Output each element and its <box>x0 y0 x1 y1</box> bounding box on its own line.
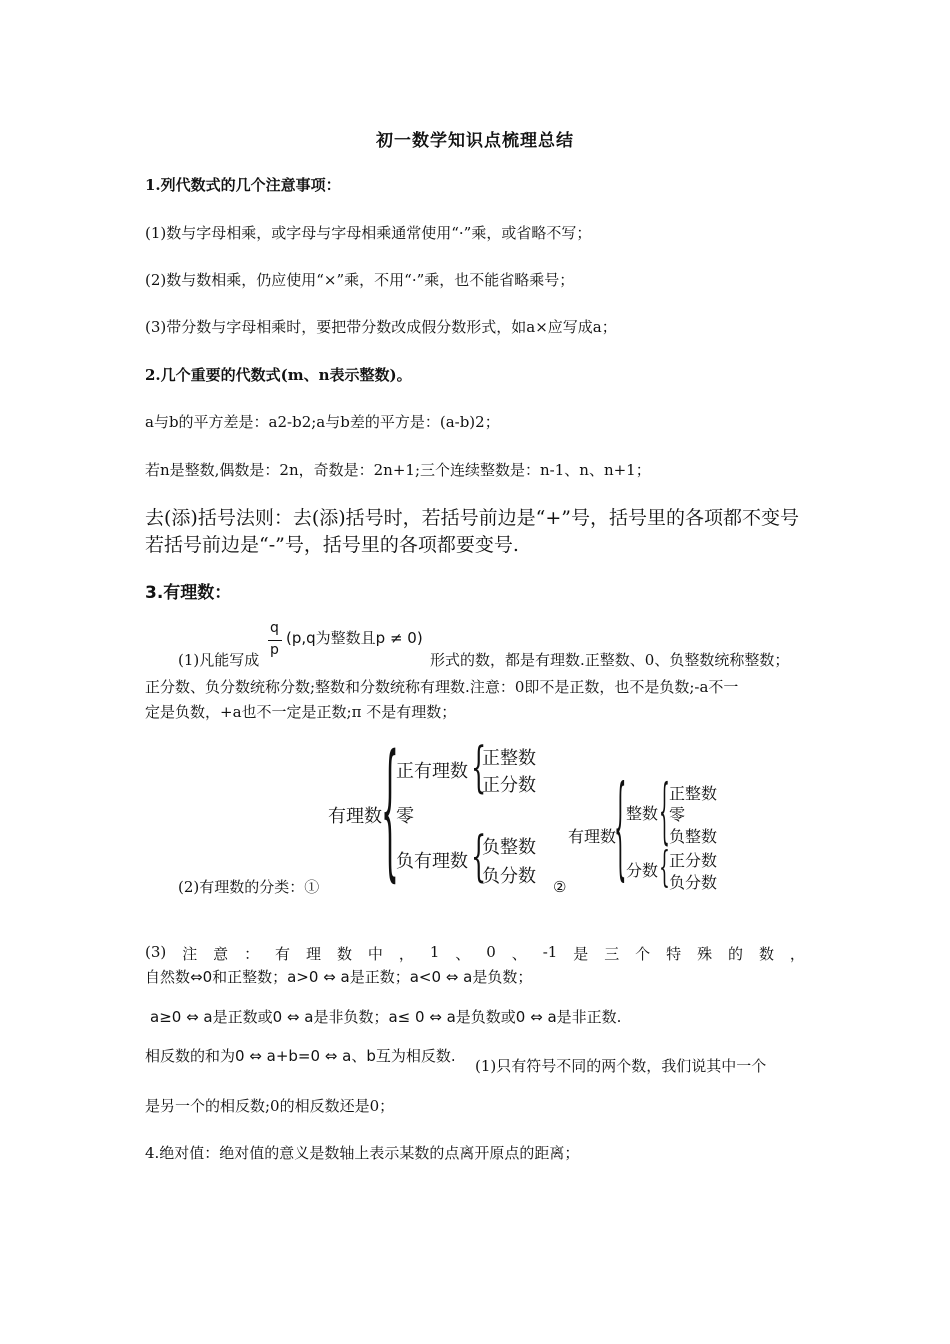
tree2-positive-integer: 正整数 <box>669 784 718 803</box>
tree2-main-brace: { <box>614 765 627 893</box>
tree1-zero: 零 <box>396 806 414 827</box>
note-char: 注 <box>182 945 198 963</box>
note-char: (3) <box>145 943 167 961</box>
tree2-negative-fraction: 负分数 <box>669 873 718 892</box>
section-3-heading: 3.有理数： <box>145 583 232 603</box>
fraction-numerator: q <box>270 620 279 636</box>
note-char: 特 <box>666 945 682 963</box>
tree2-fraction: 分数 <box>626 861 659 880</box>
fraction-bar <box>268 640 282 641</box>
tree2-integer: 整数 <box>626 804 659 823</box>
s1-item-2: (2)数与数相乘，仍应使用“×”乘，不用“·”乘，也不能省略乘号； <box>145 271 575 289</box>
note-img-line-2: a≥0 ⇔ a是正数或0 ⇔ a是非负数；a≤ 0 ⇔ a是负数或0 ⇔ a是非正数. <box>150 1008 622 1026</box>
tree1-negative-integer: 负整数 <box>482 837 536 858</box>
tree2-integer-brace: { <box>659 769 670 854</box>
s2-item-1: a与b的平方差是：a2-b2;a与b差的平方是：(a-b)2； <box>145 413 500 431</box>
tree2-fraction-brace: { <box>659 842 670 893</box>
note-char: 的 <box>728 945 744 963</box>
fraction-denominator: p <box>270 642 279 658</box>
tree2-positive-fraction: 正分数 <box>669 851 718 870</box>
s1-item-3: (3)带分数与字母相乘时，要把带分数改成假分数形式，如a×应写成a； <box>145 318 617 336</box>
note-char: ， <box>398 945 414 963</box>
note-char: 、 <box>511 945 527 963</box>
section-2-heading: 2.几个重要的代数式(m、n表示整数)。 <box>145 366 412 384</box>
tree1-positive-fraction: 正分数 <box>482 775 536 796</box>
tree1-positive: 正有理数 <box>396 761 468 782</box>
note-char: 数 <box>336 945 352 963</box>
section-1-heading: 1.列代数式的几个注意事项： <box>145 176 341 194</box>
note-char: -1 <box>542 943 558 961</box>
fraction-condition: (p,q为整数且p ≠ 0) <box>286 629 423 647</box>
tree1-main-brace: { <box>381 726 399 898</box>
note-char: 个 <box>635 945 651 963</box>
s3-p1-rest: 形式的数，都是有理数.正整数、0、负整数统称整数； <box>430 651 790 669</box>
note-char: 理 <box>306 945 322 963</box>
tree1-positive-brace: { <box>471 736 487 800</box>
note-img-line-1: 自然数⇔0和正整数；a>0 ⇔ a是正数；a<0 ⇔ a是负数； <box>145 968 533 986</box>
bracket-rule-line-1: 去(添)括号法则：去(添)括号时，若括号前边是“+”号，括号里的各项都不变号 <box>145 507 799 529</box>
note-char: 、 <box>455 945 471 963</box>
classification-label: (2)有理数的分类：① <box>178 878 320 896</box>
note-char: 三 <box>604 945 620 963</box>
s3-p1-line3: 定是负数，+a也不一定是正数;π 不是有理数； <box>145 703 457 721</box>
note-char: 0 <box>486 943 496 961</box>
note-char: 殊 <box>697 945 713 963</box>
tree2-root: 有理数 <box>568 827 617 846</box>
tree1-negative-brace: { <box>471 825 487 889</box>
note-char: 1 <box>429 943 440 961</box>
note-char: 是 <box>573 945 589 963</box>
s3-p1-line2: 正分数、负分数统称分数;整数和分数统称有理数.注意：0即不是正数，也不是负数;-a不一 <box>145 678 739 696</box>
bracket-rule-line-2: 若括号前边是“-”号，括号里的各项都要变号. <box>145 534 519 556</box>
note-char: 中 <box>367 945 383 963</box>
opposite-number-text: (1)只有符号不同的两个数，我们说其中一个 <box>475 1057 767 1075</box>
section-4-text: 4.绝对值：绝对值的意义是数轴上表示某数的点离开原点的距离； <box>145 1144 580 1162</box>
tree1-positive-integer: 正整数 <box>482 748 536 769</box>
tree1-negative: 负有理数 <box>396 851 468 872</box>
classification-circle-2: ② <box>553 878 567 896</box>
note-char: 意 <box>213 945 229 963</box>
opposite-number-line-2: 是另一个的相反数;0的相反数还是0； <box>145 1097 395 1115</box>
tree2-zero: 零 <box>669 805 686 824</box>
note-line <box>145 943 805 964</box>
note-char: ， <box>789 945 805 963</box>
tree1-negative-fraction: 负分数 <box>482 866 536 887</box>
tree2-negative-integer: 负整数 <box>669 827 718 846</box>
note-img-line-3: 相反数的和为0 ⇔ a+b=0 ⇔ a、b互为相反数. <box>145 1047 456 1065</box>
note-char: 有 <box>275 945 291 963</box>
note-char: 数 <box>758 945 774 963</box>
note-char: ： <box>244 945 260 963</box>
page-title: 初一数学知识点梳理总结 <box>376 131 574 151</box>
s2-item-2: 若n是整数,偶数是：2n，奇数是：2n+1;三个连续整数是：n-1、n、n+1； <box>145 461 651 479</box>
s3-p1-start: (1)凡能写成 <box>178 651 260 669</box>
tree1-root: 有理数 <box>328 806 382 827</box>
s1-item-1: (1)数与字母相乘，或字母与字母相乘通常使用“·”乘，或省略不写； <box>145 224 592 242</box>
